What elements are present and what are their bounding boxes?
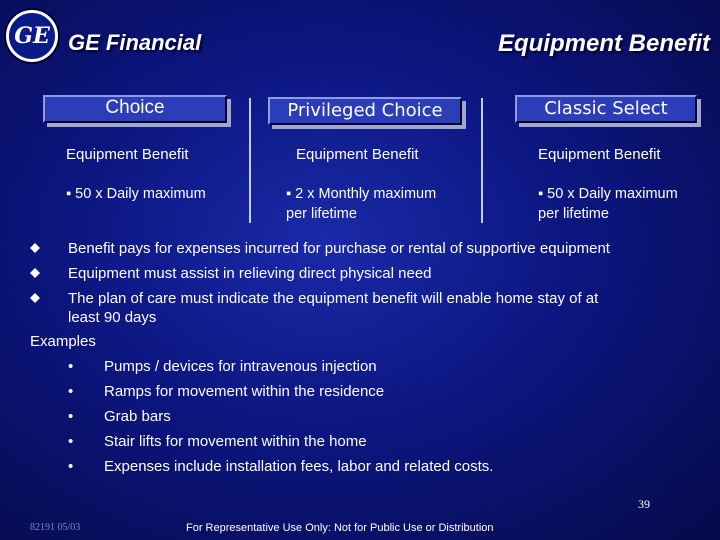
diamond-bullet-icon [30, 268, 40, 278]
bullet-text: Equipment must assist in relieving direct physical need [68, 265, 432, 282]
bullet-dot-icon: • [68, 358, 74, 375]
choice-item: ▪ 50 x Daily maximum [66, 186, 206, 202]
bullet-text-line1: The plan of care must indicate the equipment benefit will enable home stay of at [68, 290, 599, 307]
example-item [68, 458, 493, 475]
example-item [68, 383, 384, 400]
bullet-text-line2: least 90 days [68, 309, 157, 326]
example-text: Ramps for movement within the residence [104, 383, 385, 400]
choice-heading: Equipment Benefit [66, 146, 189, 163]
tab-classic-select: Classic Select [515, 95, 697, 123]
logo-text: GE [14, 23, 50, 49]
bullet-item [30, 264, 432, 283]
classic-item-line1: ▪ 50 x Daily maximum [538, 186, 678, 202]
bullet-dot-icon: • [68, 433, 74, 450]
tab-privileged-choice: Privileged Choice [268, 97, 462, 125]
bullet-item [30, 289, 598, 327]
example-item [68, 358, 377, 375]
diamond-bullet-icon [30, 243, 40, 253]
page-number: 39 [638, 497, 650, 511]
company-name: GE Financial [68, 30, 202, 55]
examples-label: Examples [30, 333, 96, 350]
bullet-text: Benefit pays for expenses incurred for purchase or rental of supportive equipment [68, 240, 610, 257]
example-text: Stair lifts for movement within the home [104, 433, 367, 450]
example-item [68, 408, 171, 425]
privileged-heading: Equipment Benefit [296, 146, 419, 163]
privileged-item-line1: ▪ 2 x Monthly maximum [286, 186, 437, 202]
page-title: Equipment Benefit [497, 30, 710, 57]
example-item [68, 433, 367, 450]
privileged-item-line2: per lifetime [286, 206, 357, 222]
example-text: Pumps / devices for intravenous injection [104, 358, 377, 375]
bullet-dot-icon: • [68, 408, 74, 425]
footer-disclaimer: For Representative Use Only: Not for Public Use or Distribution [186, 522, 494, 534]
column-divider [249, 98, 251, 223]
ge-logo [6, 10, 58, 62]
bullet-dot-icon: • [68, 383, 74, 400]
example-text: Grab bars [104, 408, 171, 425]
column-divider [481, 98, 483, 223]
diamond-bullet-icon [30, 293, 40, 303]
example-text: Expenses include installation fees, labor and related costs. [104, 458, 494, 475]
bullet-dot-icon: • [68, 458, 74, 475]
classic-heading: Equipment Benefit [538, 146, 661, 163]
tab-choice: Choice [43, 95, 227, 123]
classic-item-line2: per lifetime [538, 206, 609, 222]
document-code: 82191 05/03 [30, 522, 81, 533]
bullet-item [30, 239, 610, 258]
